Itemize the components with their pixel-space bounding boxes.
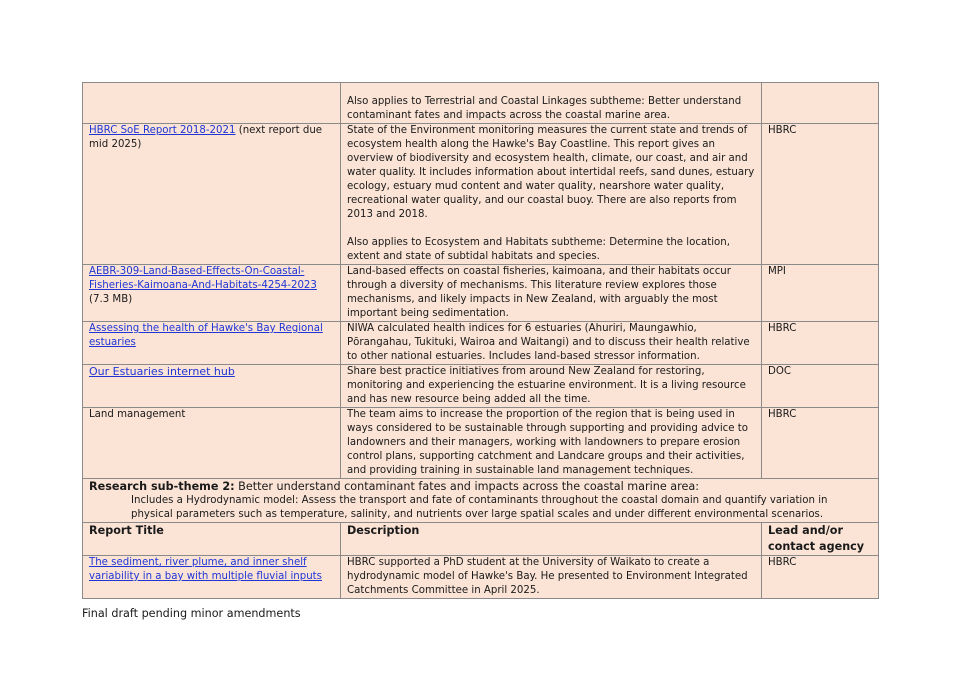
theme-cell [83,479,879,523]
report-cell [83,365,341,408]
soe-report-link[interactable]: HBRC SoE Report 2018-2021 [89,125,236,136]
table-row [83,408,879,479]
theme-label: Research sub-theme 2: [89,480,235,493]
estuaries-hub-link[interactable]: Our Estuaries internet hub [89,365,235,378]
report-cell [83,322,341,365]
agency-cell: HBRC [762,556,879,599]
agency-cell: HBRC [762,124,879,265]
aebr-report-link[interactable]: AEBR-309-Land-Based-Effects-On-Coastal-Fisheries-Kaimoana-And-Habitats-4254-2023 [89,266,317,291]
description-header: Description [341,523,762,556]
report-cell [83,556,341,599]
estuaries-report-link[interactable]: Assessing the health of Hawke's Bay Regional estuaries [89,323,323,348]
report-suffix: (7.3 MB) [89,294,133,305]
theme-description: Includes a Hydrodynamic model: Assess the transport and fate of contaminants throughout the coastal domain and quantify variation in physical parameters such as temperature, salinity, and nutrients over large spatial scales and under different environmental scenarios. [131,495,828,520]
agency-cell: HBRC [762,408,879,479]
description-cell [341,83,762,124]
description-cell: NIWA calculated health indices for 6 estuaries (Ahuriri, Maungawhio, Pōrangahau, Tukituki, Wairoa and Waitangi) and to discuss their health relative to other national estuaries. Includes land-based stressor information. [341,322,762,365]
table-row [83,124,879,265]
report-cell [83,83,341,124]
table-row [83,265,879,322]
footer-note: Final draft pending minor amendments [82,607,301,620]
description-cell: Share best practice initiatives from around New Zealand for restoring, monitoring and experiencing the estuarine environment. It is a living resource and has new resource being added all the time. [341,365,762,408]
theme-row [83,479,879,523]
report-cell: Land management [83,408,341,479]
description-cell [341,124,762,265]
agency-cell: HBRC [762,322,879,365]
agency-cell: DOC [762,365,879,408]
header-row [83,523,879,556]
description-cell: The team aims to increase the proportion of the region that is being used in ways considered to be sustainable through supporting and providing advice to landowners and their managers, working with landowners to prepare erosion control plans, supporting catchment and Landcare groups and their activities, and providing training in sustainable land management techniques. [341,408,762,479]
table-row [83,365,879,408]
research-table [82,82,879,599]
report-cell [83,265,341,322]
table-row [83,322,879,365]
report-title-header: Report Title [83,523,341,556]
agency-cell: MPI [762,265,879,322]
report-cell [83,124,341,265]
description-text: Also applies to Terrestrial and Coastal Linkages subtheme: Better understand contaminant fates and impacts across the coastal marine area. [347,96,742,121]
theme-heading [89,479,872,494]
description-cell: Land-based effects on coastal fisheries, kaimoana, and their habitats occur through a diversity of mechanisms. This literature review explores those mechanisms, and likely impacts in New Zealand, with arguably the most important being sedimentation. [341,265,762,322]
description-text: State of the Environment monitoring measures the current state and trends of ecosystem health along the Hawke's Bay Coastline. This report gives an overview of biodiversity and ecosystem health, climate, our coast, and air and water quality. It includes information about intertidal reefs, sand dunes, estuary ecology, estuary mud content and water quality, nearshore water quality, recreational water quality, and our coastal buoy. There are also reports from 2013 and 2018. [347,125,755,220]
description-text: Also applies to Ecosystem and Habitats subtheme: Determine the location, extent and state of subtidal habitats and species. [347,237,730,262]
table-row [83,83,879,124]
agency-header: Lead and/or contact agency [762,523,879,556]
sediment-report-link[interactable]: The sediment, river plume, and inner shelf variability in a bay with multiple fluvial inputs [89,557,322,582]
description-cell: HBRC supported a PhD student at the University of Waikato to create a hydrodynamic model of Hawke's Bay. He presented to Environment Integrated Catchments Committee in April 2025. [341,556,762,599]
theme-title: Better understand contaminant fates and impacts across the coastal marine area: [234,480,699,493]
table-row [83,556,879,599]
agency-cell [762,83,879,124]
report-suffix: (next report due mid 2025) [89,125,323,150]
